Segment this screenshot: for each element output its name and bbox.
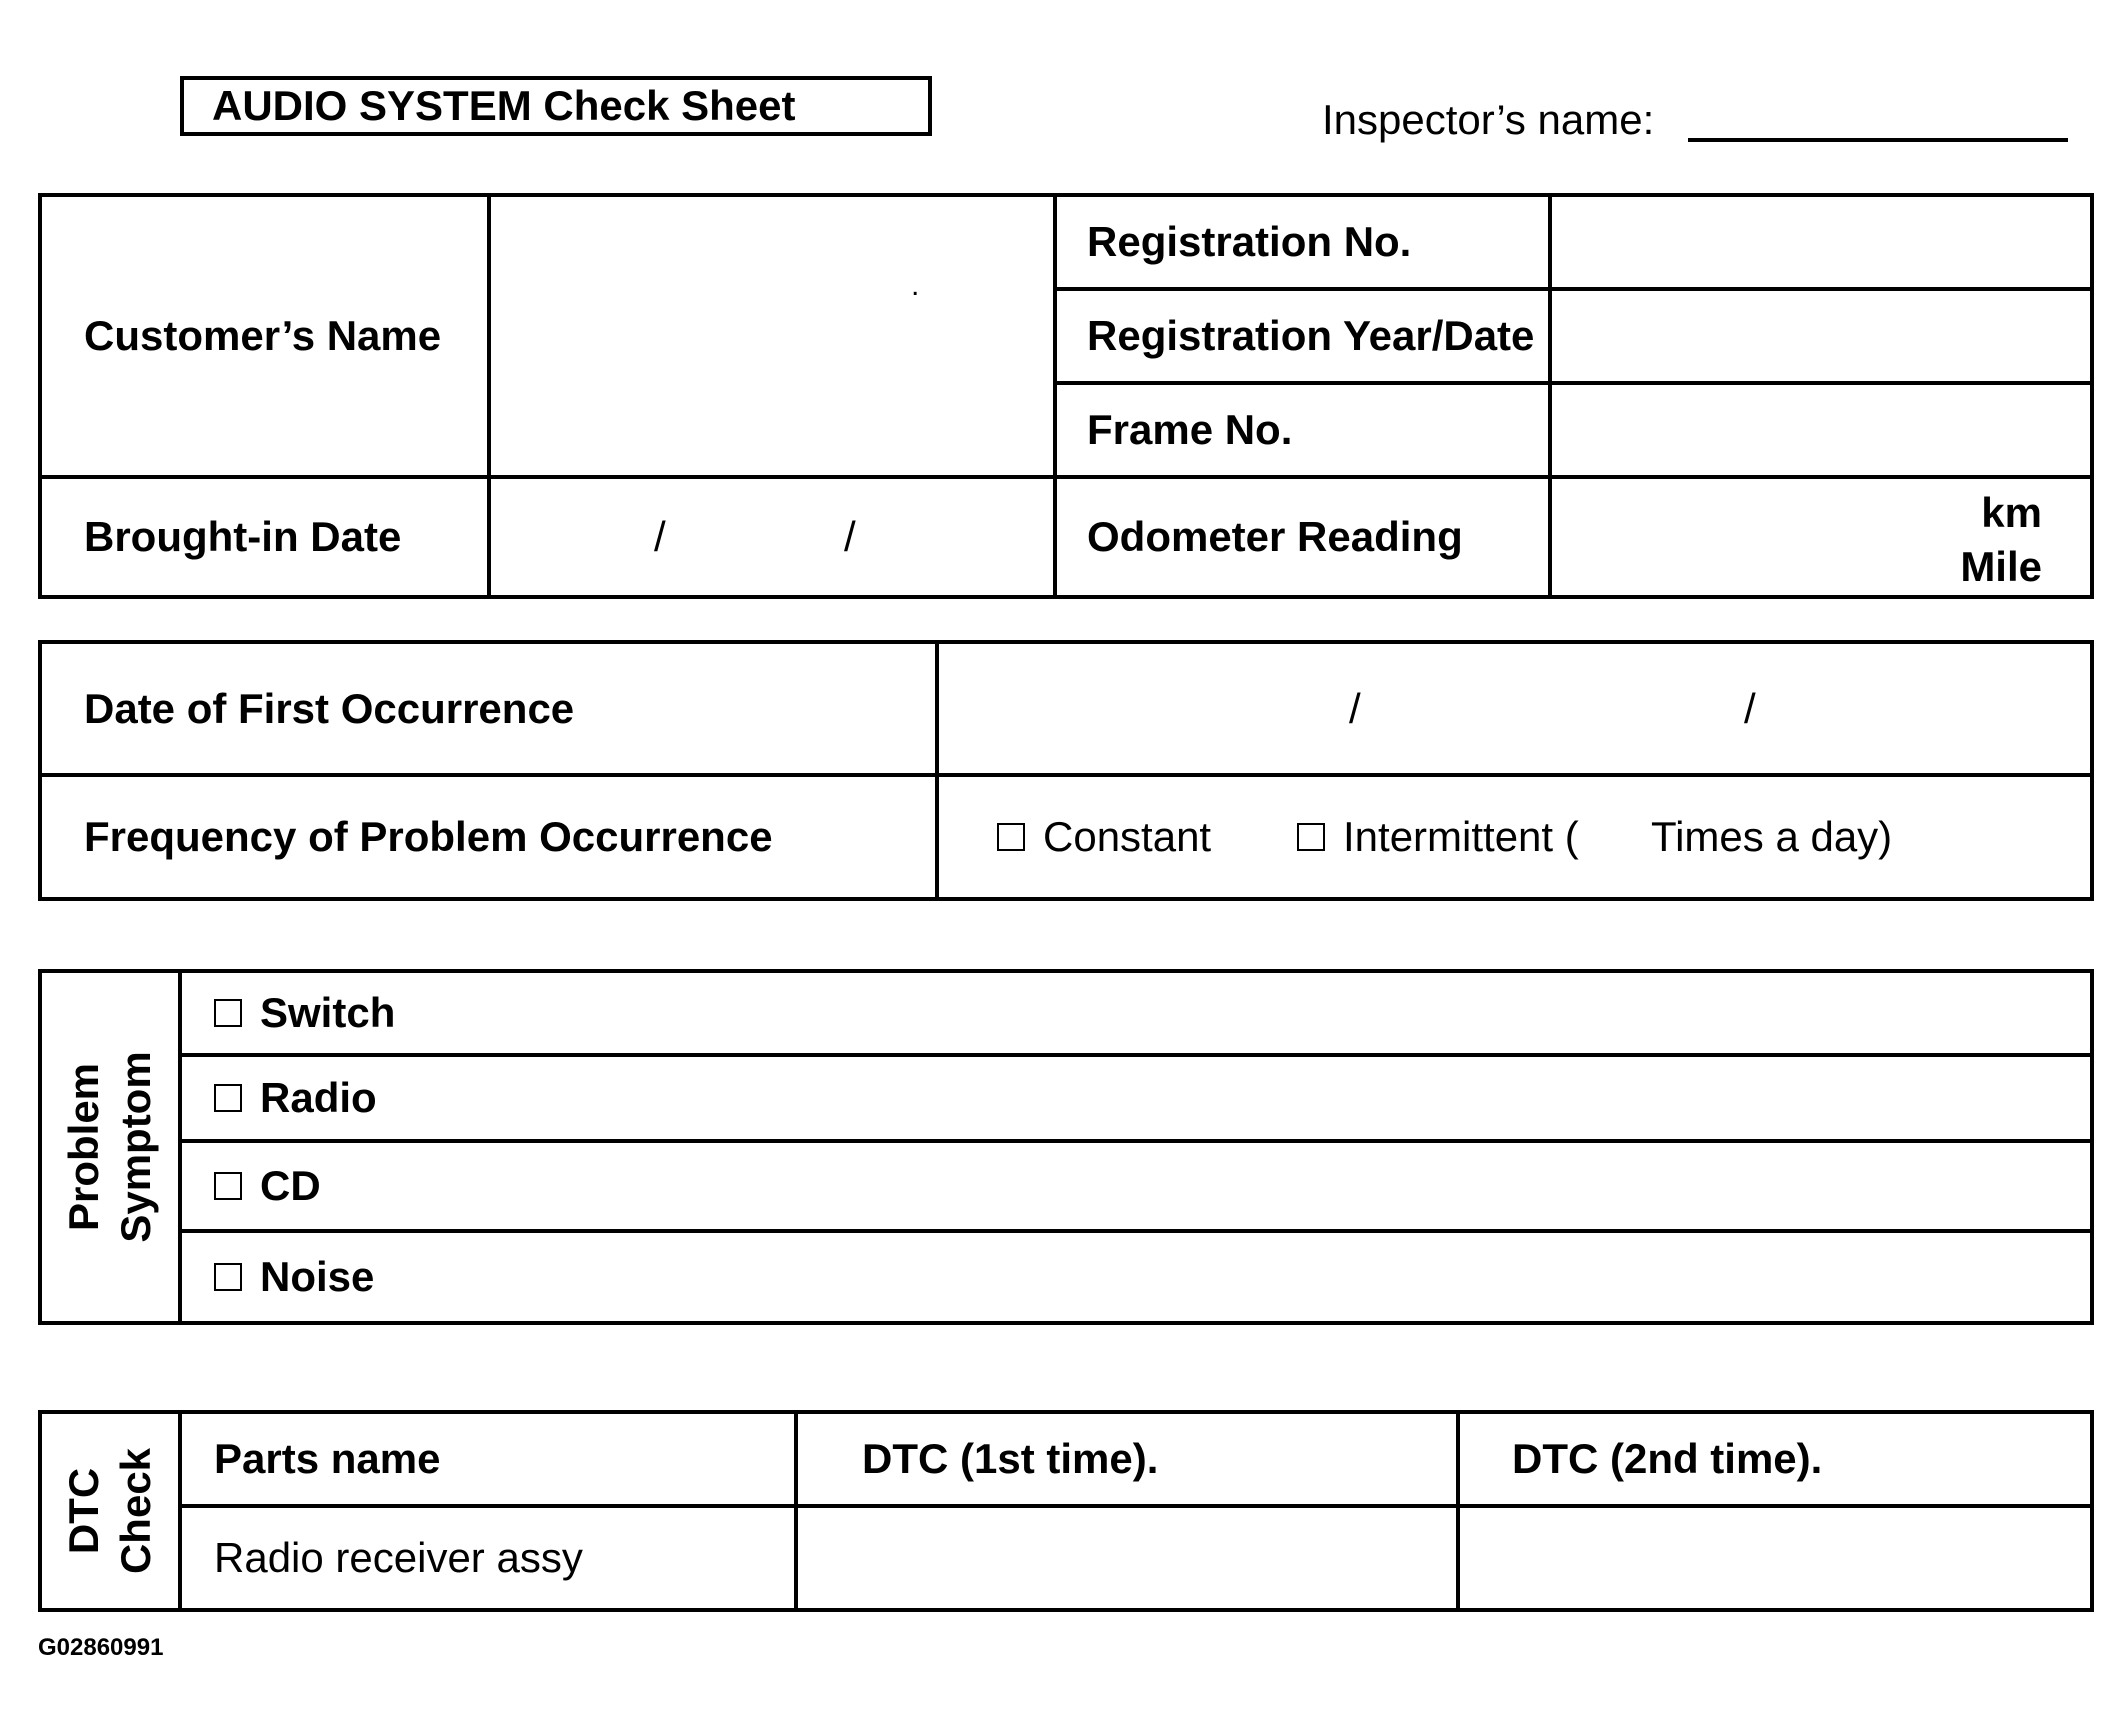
dtc-1st-header: DTC (1st time). xyxy=(796,1412,1458,1506)
brought-in-date-label: Brought-in Date xyxy=(40,477,489,597)
symptom-label: CD xyxy=(260,1162,321,1209)
symptom-label: Radio xyxy=(260,1074,377,1121)
parts-name-cell: Radio receiver assy xyxy=(180,1506,796,1610)
unit-km: km xyxy=(1981,489,2042,536)
registration-year-field[interactable] xyxy=(1550,289,2092,383)
dtc-1st-field[interactable] xyxy=(796,1506,1458,1610)
occurrence-table xyxy=(38,640,2094,901)
side-label-line2: Symptom xyxy=(112,1051,159,1243)
date-separator: / xyxy=(1349,684,1361,732)
times-a-day-label: Times a day) xyxy=(1651,813,1893,860)
customer-info-table xyxy=(38,193,2094,599)
symptom-row-cd[interactable] xyxy=(180,1141,2092,1231)
radio-checkbox[interactable] xyxy=(214,1084,242,1112)
dtc-2nd-header: DTC (2nd time). xyxy=(1458,1412,2092,1506)
noise-checkbox[interactable] xyxy=(214,1263,242,1291)
registration-no-label: Registration No. xyxy=(1055,195,1550,289)
date-separator: / xyxy=(844,513,856,560)
option-intermittent[interactable] xyxy=(1297,813,1579,861)
dtc-2nd-field[interactable] xyxy=(1458,1506,2092,1610)
intermittent-checkbox[interactable] xyxy=(1297,823,1325,851)
inspector-name-field[interactable] xyxy=(1688,138,2068,142)
symptom-row-noise[interactable] xyxy=(180,1231,2092,1323)
frame-no-label: Frame No. xyxy=(1055,383,1550,477)
frame-no-field[interactable] xyxy=(1550,383,2092,477)
constant-checkbox[interactable] xyxy=(997,823,1025,851)
odometer-reading-field[interactable] xyxy=(1550,477,2092,597)
check-sheet-title: AUDIO SYSTEM Check Sheet xyxy=(180,76,932,136)
symptom-row-radio[interactable] xyxy=(180,1055,2092,1141)
symptom-label: Switch xyxy=(260,989,396,1036)
inspector-name-label: Inspector’s name: xyxy=(1322,96,1655,143)
problem-symptom-side-label xyxy=(40,971,180,1323)
dtc-check-table xyxy=(38,1410,2094,1612)
brought-in-date-field[interactable] xyxy=(489,477,1055,597)
option-constant[interactable] xyxy=(997,813,1211,861)
customer-name-label: Customer’s Name xyxy=(40,195,489,477)
first-occurrence-label: Date of First Occurrence xyxy=(40,642,937,775)
registration-no-field[interactable] xyxy=(1550,195,2092,289)
switch-checkbox[interactable] xyxy=(214,999,242,1027)
registration-year-label: Registration Year/Date xyxy=(1055,289,1550,383)
side-label-line1: Problem xyxy=(60,1062,107,1232)
symptom-label: Noise xyxy=(260,1253,375,1300)
problem-symptom-table xyxy=(38,969,2094,1325)
customer-name-field[interactable] xyxy=(489,195,1055,477)
side-label-line2: Check xyxy=(112,1447,159,1575)
dtc-check-side-label xyxy=(40,1412,180,1610)
first-occurrence-field[interactable] xyxy=(937,642,2092,775)
parts-name-header: Parts name xyxy=(180,1412,796,1506)
side-label-line1: DTC xyxy=(60,1467,107,1555)
cd-checkbox[interactable] xyxy=(214,1172,242,1200)
odometer-reading-label: Odometer Reading xyxy=(1055,477,1550,597)
frequency-field xyxy=(937,775,2092,899)
unit-mile: Mile xyxy=(1960,543,2042,590)
figure-code: G02860991 xyxy=(38,1634,164,1661)
date-separator: / xyxy=(1744,684,1756,732)
date-separator: / xyxy=(654,513,666,560)
frequency-label: Frequency of Problem Occurrence xyxy=(40,775,937,899)
customer-name-mark: . xyxy=(911,269,920,302)
symptom-row-switch[interactable] xyxy=(180,971,2092,1055)
intermittent-label: Intermittent ( xyxy=(1343,813,1579,860)
constant-label: Constant xyxy=(1043,813,1212,860)
